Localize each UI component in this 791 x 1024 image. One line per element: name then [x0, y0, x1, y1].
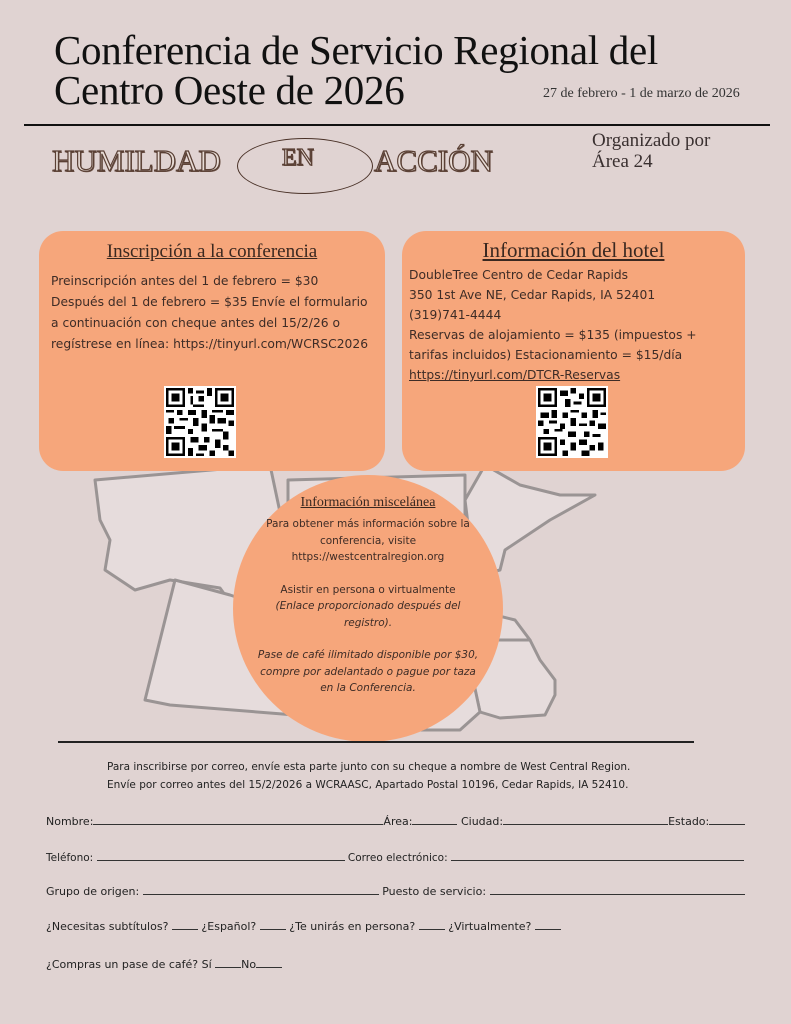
- form-row-name: [46, 815, 745, 828]
- espanol-field[interactable]: [260, 920, 286, 930]
- registration-card: [39, 231, 385, 471]
- subtitulos-field[interactable]: [172, 920, 198, 930]
- misc-attendance: Asistir en persona o virtualmente: [280, 583, 456, 596]
- tagline-word-1: HUMILDAD: [52, 143, 221, 178]
- mail-instructions: [107, 758, 630, 794]
- misc-coffee-pass: Pase de café ilimitado disponible por $30, compre por adelantado o pague por taza en la Conferencia.: [257, 649, 479, 694]
- hotel-address: 350 1st Ave NE, Cedar Rapids, IA 52401: [409, 288, 656, 302]
- telefono-field[interactable]: [97, 851, 345, 861]
- form-row-coffee: [46, 958, 282, 971]
- cafe-no-field[interactable]: [256, 958, 282, 968]
- label-correo: Correo electrónico:: [347, 852, 448, 864]
- hotel-reservation-link[interactable]: https://tinyurl.com/DTCR-Reservas: [409, 368, 621, 382]
- label-nombre: Nombre:: [46, 815, 94, 828]
- hotel-rates: Reservas de alojamiento = $135 (impuestos + tarifas incluidos) Estacionamiento = $15/día: [409, 328, 697, 362]
- hotel-card: [402, 231, 745, 471]
- estado-field[interactable]: [709, 815, 745, 825]
- correo-field[interactable]: [451, 851, 744, 861]
- label-grupo: Grupo de origen:: [46, 885, 140, 898]
- event-dates: 27 de febrero - 1 de marzo de 2026: [543, 86, 740, 101]
- label-puesto: Puesto de servicio:: [382, 885, 487, 898]
- label-cafe-no: No: [241, 958, 257, 971]
- qr-code-icon[interactable]: [536, 386, 608, 458]
- label-estado: Estado:: [668, 815, 710, 828]
- form-row-preferences: [46, 920, 561, 933]
- nombre-field[interactable]: [93, 815, 383, 825]
- registration-heading: Inscripción a la conferencia: [106, 241, 318, 262]
- hotel-phone: (319)741-4444: [409, 308, 502, 322]
- cafe-si-field[interactable]: [215, 958, 241, 968]
- form-row-group: [46, 885, 745, 898]
- virtual-field[interactable]: [535, 920, 561, 930]
- tagline-ellipse: [237, 138, 373, 194]
- title-line-1: Conferencia de Servicio Regional del: [54, 27, 658, 73]
- misc-attendance-note: (Enlace proporcionado después del registro).: [275, 600, 461, 629]
- misc-website: Para obtener más información sobre la conferencia, visite https://westcentralregion.org: [266, 518, 470, 563]
- tagline-word-3: ACCIÓN: [374, 143, 493, 178]
- label-subtitulos: ¿Necesitas subtítulos?: [46, 920, 169, 933]
- organizer-line-1: Organizado por: [592, 130, 711, 151]
- misc-info-circle: [233, 475, 503, 742]
- puesto-field[interactable]: [490, 885, 745, 895]
- label-area: Área:: [383, 815, 413, 828]
- tagline-word-2: EN: [282, 145, 314, 171]
- divider-mid: [58, 741, 694, 743]
- area-field[interactable]: [412, 815, 457, 825]
- label-persona: ¿Te unirás en persona?: [289, 920, 416, 933]
- qr-code-icon[interactable]: [164, 386, 236, 458]
- grupo-field[interactable]: [143, 885, 379, 895]
- ciudad-field[interactable]: [503, 815, 668, 825]
- hotel-heading: Información del hotel: [482, 238, 665, 262]
- persona-field[interactable]: [419, 920, 445, 930]
- label-ciudad: Ciudad:: [460, 815, 504, 828]
- misc-heading: Información miscelánea: [300, 495, 436, 510]
- label-espanol: ¿Español?: [201, 920, 257, 933]
- divider-top: [24, 124, 770, 126]
- hotel-name: DoubleTree Centro de Cedar Rapids: [409, 268, 629, 282]
- label-telefono: Teléfono:: [46, 852, 94, 864]
- organizer: [592, 130, 710, 172]
- label-cafe-si: ¿Compras un pase de café? Sí: [46, 958, 212, 971]
- organizer-line-2: Área 24: [592, 151, 653, 172]
- form-row-contact: [46, 851, 744, 864]
- label-virtual: ¿Virtualmente?: [448, 920, 532, 933]
- registration-body: Preinscripción antes del 1 de febrero = $30 Después del 1 de febrero = $35 Envíe el formulario a continuación con cheque antes del 15/2/26 o regístrese en línea: https://tinyurl.com/WCRSC2026: [51, 274, 369, 351]
- mail-line-1: Para inscribirse por correo, envíe esta parte junto con su cheque a nombre de West Central Region.: [107, 761, 631, 773]
- title-line-2: Centro Oeste de 2026: [54, 67, 405, 113]
- mail-line-2: Envíe por correo antes del 15/2/2026 a WCRAASC, Apartado Postal 10196, Cedar Rapids, IA 52410.: [107, 779, 629, 791]
